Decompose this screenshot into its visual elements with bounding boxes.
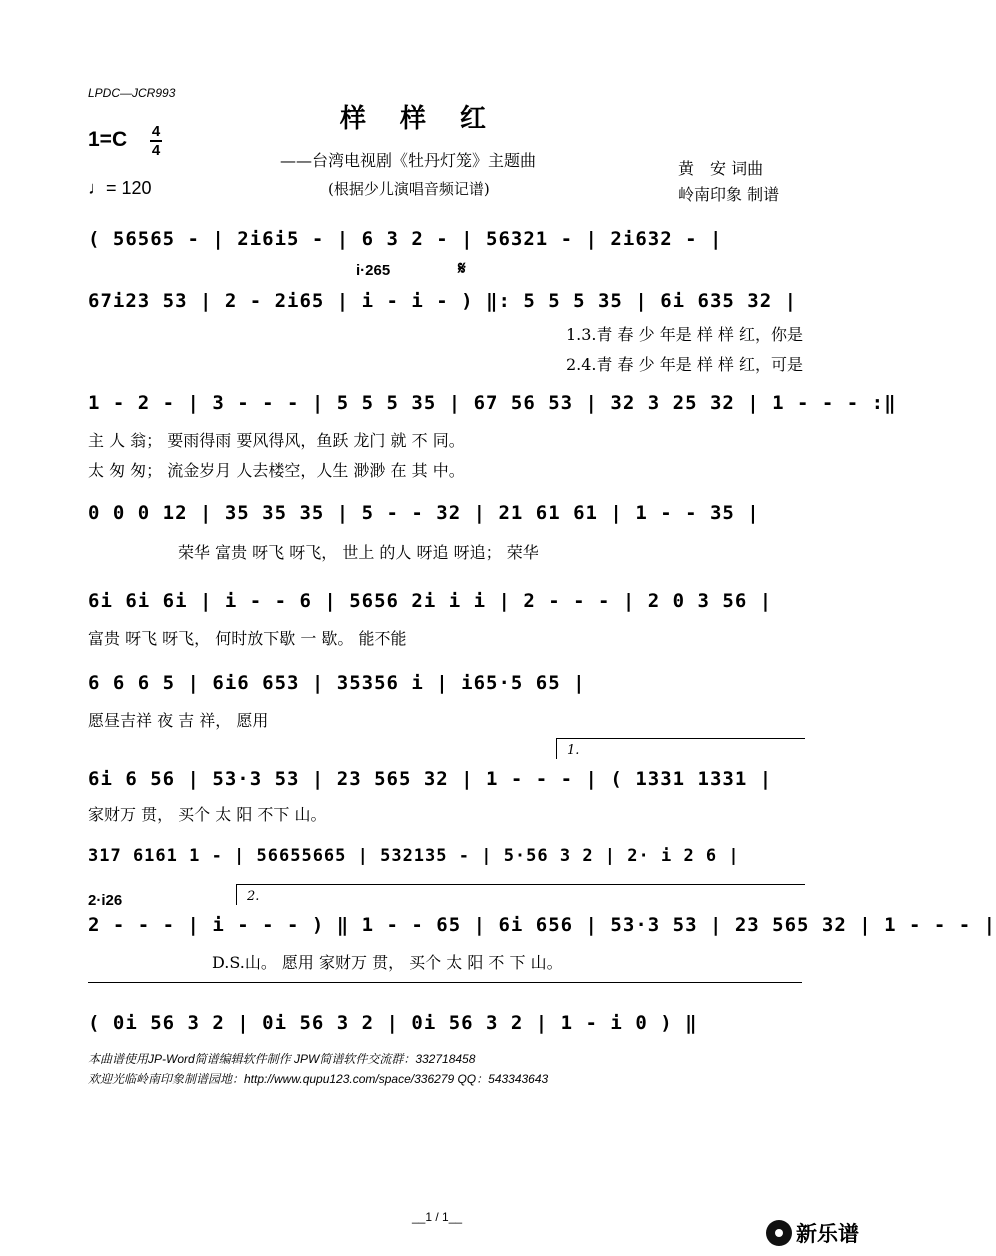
lyrics-row-6: 愿昼吉祥 夜 吉 祥， 愿用 bbox=[88, 711, 269, 730]
lyrics-row-7: 家财万 贯， 买个 太 阳 不下 山。 bbox=[88, 805, 327, 824]
time-signature-bottom: 4 bbox=[151, 142, 161, 159]
lyrics-row-2b: 2.4.青 春 少 年是 样 样 红，可是 bbox=[565, 355, 803, 374]
volta-1-label: 1. bbox=[567, 743, 580, 758]
footer-line-2: 欢迎光临岭南印象制谱园地：http://www.qupu123.com/space/336279 QQ：543343643 bbox=[88, 1072, 549, 1086]
footer-line-1: 本曲谱使用JP-Word简谱编辑软件制作 JPW简谱软件交流群：332718458 bbox=[88, 1052, 476, 1066]
song-title: 样样红 bbox=[340, 104, 521, 134]
score-row-1: ( 56565 - | 2i6i5 - | 6 3 2 - | 56321 - | 2i632 - | bbox=[88, 228, 723, 250]
grace-notes: i·265 bbox=[356, 262, 391, 279]
score-row-5: 6i 6i 6i | i - - 6 | 5656 2i i i | 2 - - - | 2 0 3 56 | bbox=[88, 590, 773, 612]
volta-1-bracket bbox=[556, 738, 805, 759]
score-row-6: 6 6 6 5 | 6i6 653 | 35356 i | i65·5 65 | bbox=[88, 672, 586, 694]
lyrics-row-3a: 主 人 翁； 要雨得雨 要风得风，鱼跃 龙门 就 不 同。 bbox=[88, 431, 465, 450]
volta-2-bracket bbox=[236, 884, 805, 905]
score-row-2: 67i23 53 | 2 - 2i65 | i - i - ) ‖: 5 5 5 35 | 6i 635 32 | bbox=[88, 290, 798, 312]
arranger-credit: 岭南印象 制谱 bbox=[678, 185, 780, 204]
page-number: __1 / 1__ bbox=[412, 1210, 463, 1224]
volta-2-label: 2. bbox=[247, 889, 260, 904]
tempo-marking: ♩= 120 bbox=[88, 178, 152, 198]
author-credit: 黄 安 词曲 bbox=[678, 159, 764, 178]
time-signature bbox=[150, 124, 162, 158]
score-row-8: 317 6161 1 - | 56655665 | 532135 - | 5·56 3 2 | 2· i 2 6 | bbox=[88, 846, 740, 866]
lyrics-row-2a: 1.3.青 春 少 年是 样 样 红，你是 bbox=[565, 325, 803, 344]
score-row-9: 2 - - - | i - - - ) ‖ 1 - - 65 | 6i 656 | 53·3 53 | 23 565 32 | 1 - - - | bbox=[88, 914, 996, 936]
lyrics-row-5: 富贵 呀飞 呀飞， 何时放下歇 一 歇。 能不能 bbox=[88, 629, 407, 648]
score-row-10: ( 0i 56 3 2 | 0i 56 3 2 | 0i 56 3 2 | 1 - i 0 ) ‖ bbox=[88, 1012, 698, 1034]
score-row-4: 0 0 0 12 | 35 35 35 | 5 - - 32 | 21 61 61 | 1 - - 35 | bbox=[88, 502, 760, 524]
lyrics-row-3b: 太 匆 匆； 流金岁月 人去楼空，人生 渺渺 在 其 中。 bbox=[88, 461, 465, 480]
score-row-7: 6i 6 56 | 53·3 53 | 23 565 32 | 1 - - - | ( 1331 1331 | bbox=[88, 768, 773, 790]
lyrics-row-4: 荣华 富贵 呀飞 呀飞， 世上 的人 呀追 呀追； 荣华 bbox=[178, 543, 539, 562]
lyrics-row-9: D.S.山。 愿用 家财万 贯， 买个 太 阳 不 下 山。 bbox=[212, 953, 563, 972]
score-code: LPDC—JCR993 bbox=[88, 86, 176, 100]
grace-notes-2: 2·i26 bbox=[88, 892, 123, 909]
song-subtitle: ——台湾电视剧《牡丹灯笼》主题曲 bbox=[280, 151, 537, 170]
score-row-3: 1 - 2 - | 3 - - - | 5 5 5 35 | 67 56 53 | 32 3 25 32 | 1 - - - :‖ bbox=[88, 392, 897, 414]
logo-text: 新乐谱 bbox=[796, 1222, 859, 1246]
time-signature-top: 4 bbox=[151, 123, 161, 140]
record-disc-icon bbox=[766, 1220, 792, 1246]
closing-bracket-line bbox=[88, 982, 802, 983]
key-signature: 1=C bbox=[88, 128, 128, 151]
site-logo bbox=[766, 1218, 859, 1248]
transcription-note: (根据少儿演唱音频记谱) bbox=[328, 180, 490, 198]
segno-icon: 𝄋 bbox=[458, 258, 466, 279]
